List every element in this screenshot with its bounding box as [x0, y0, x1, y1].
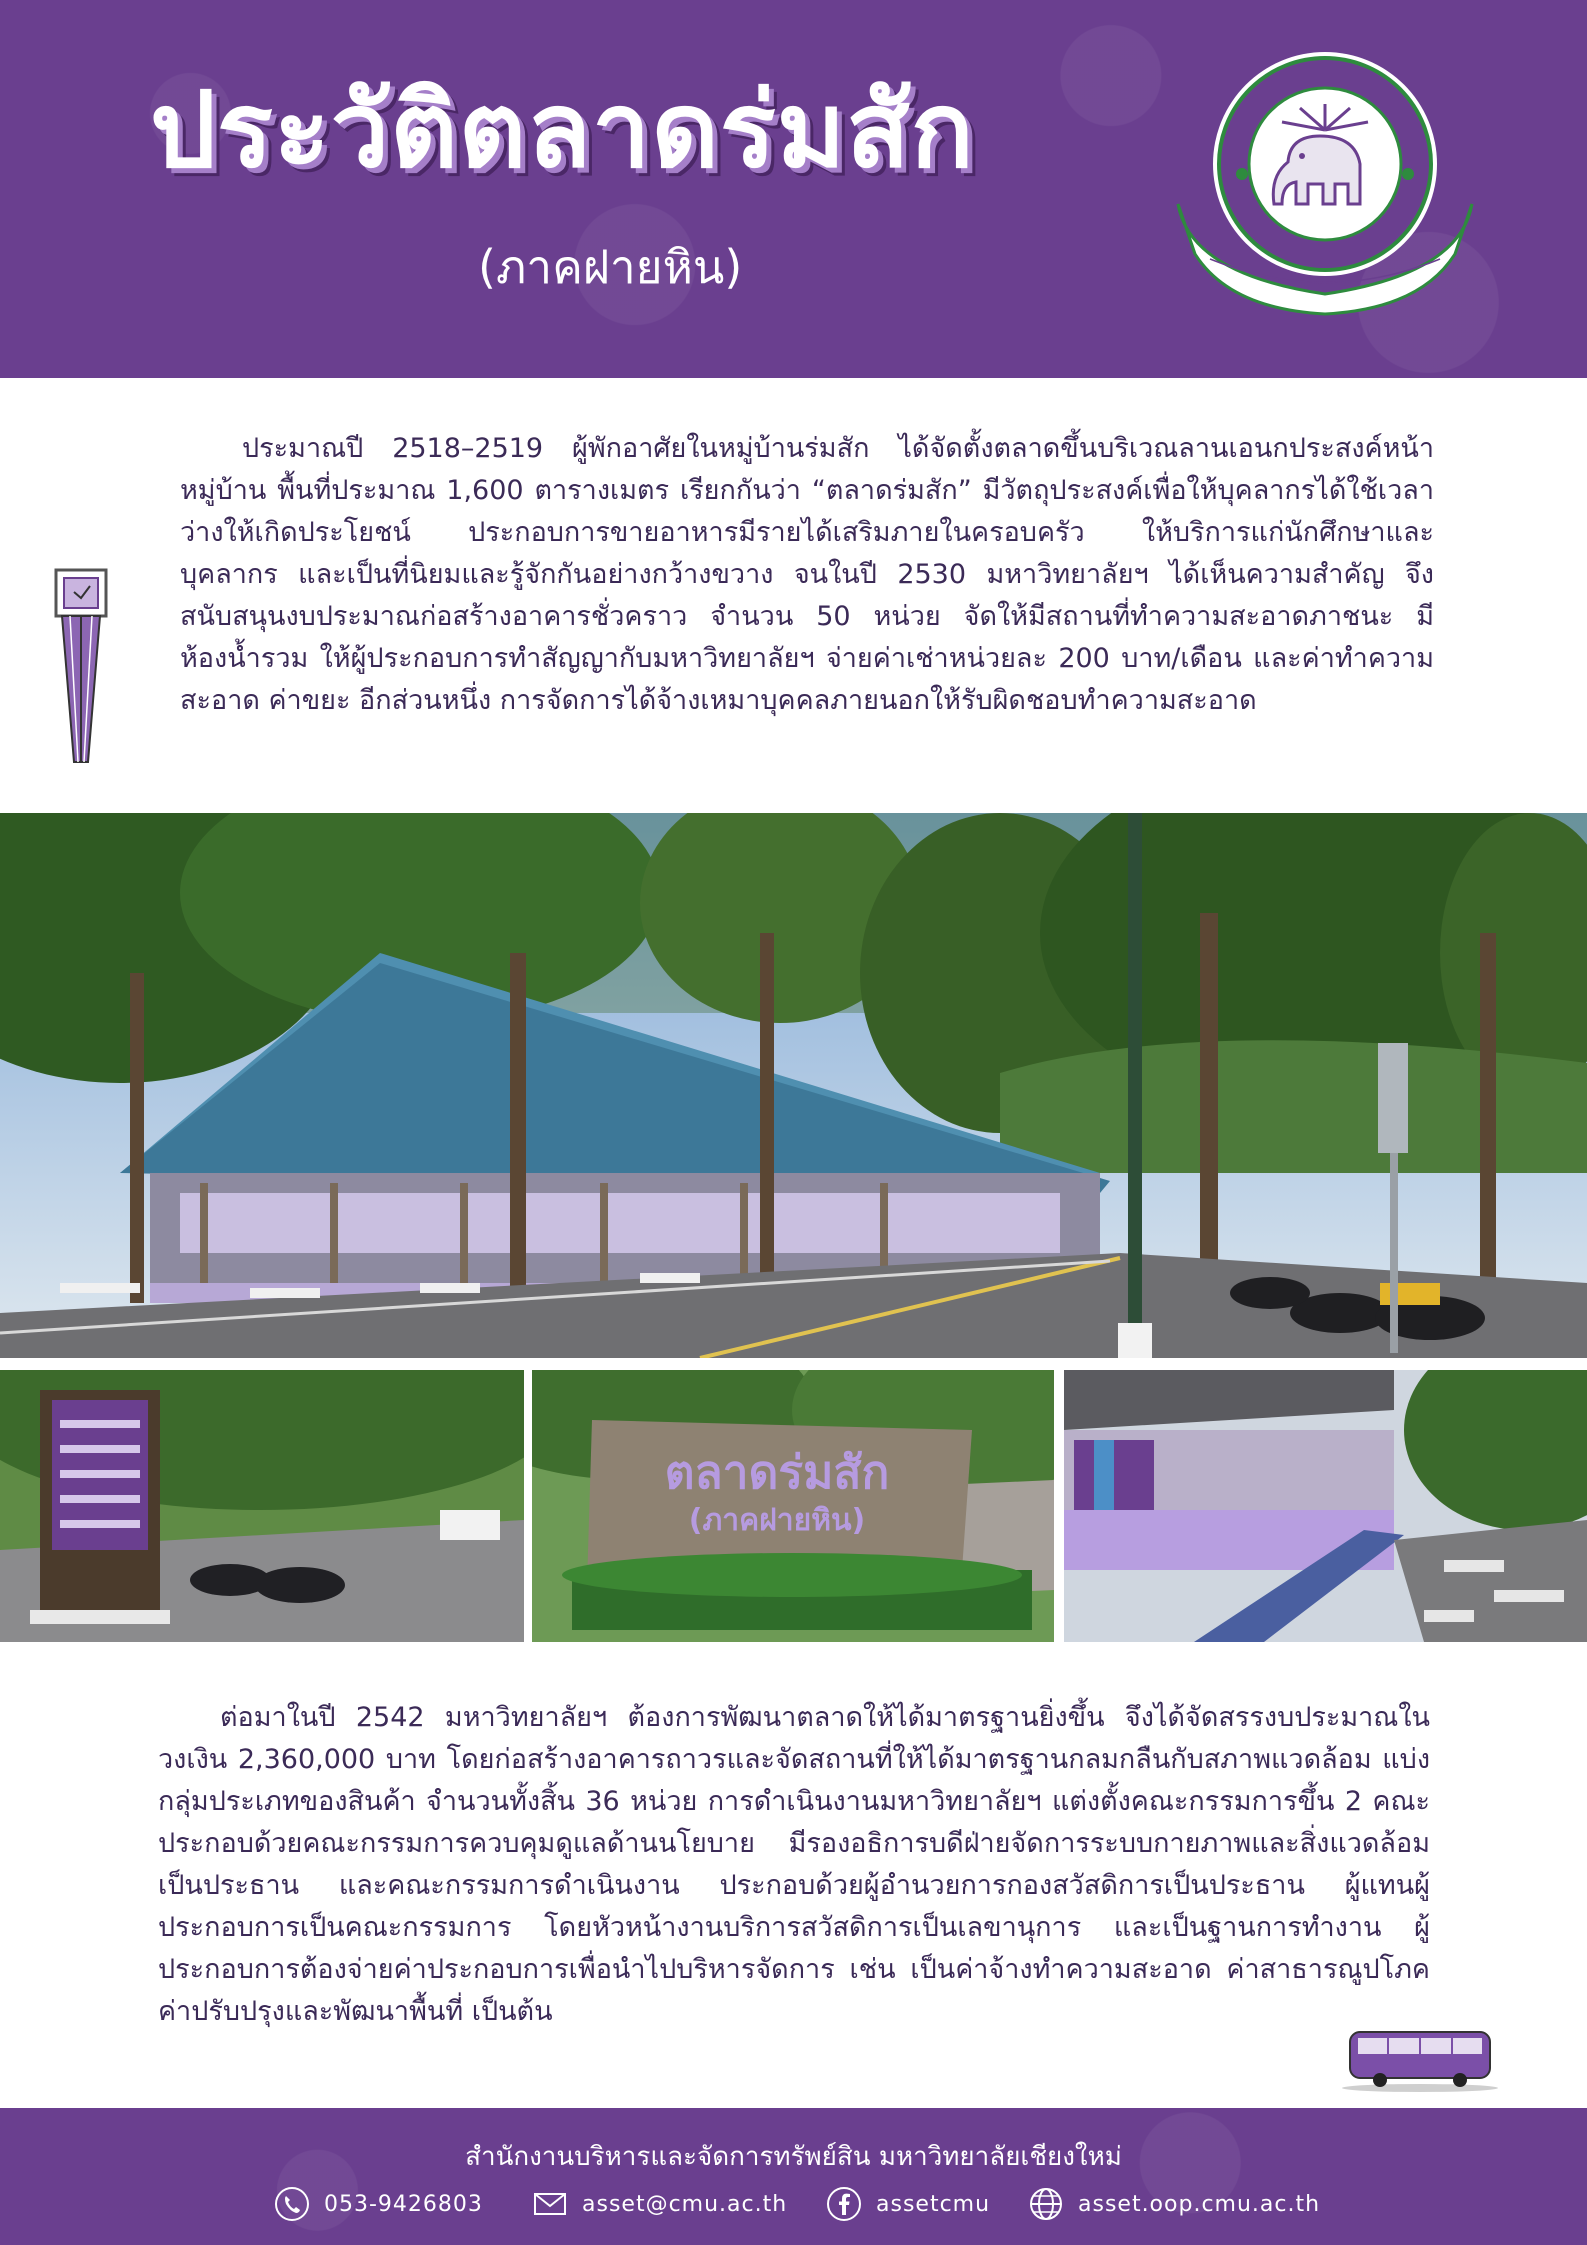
email-address: asset@cmu.ac.th: [582, 2191, 788, 2217]
contact-website[interactable]: [1028, 2186, 1320, 2222]
website-url: asset.oop.cmu.ac.th: [1078, 2191, 1321, 2217]
bus-illustration: [1340, 2024, 1500, 2094]
phone-number: 053-9426803: [324, 2191, 483, 2217]
university-logo: [1170, 44, 1480, 324]
page-footer: [0, 2108, 1587, 2245]
market-sign-photo: [532, 1370, 1054, 1642]
globe-icon: [1028, 2186, 1064, 2222]
page-header: [0, 0, 1587, 378]
page-subtitle: (ภาคฝายหิน): [478, 240, 743, 294]
facebook-handle: assetcmu: [876, 2191, 991, 2217]
contact-email[interactable]: [532, 2186, 787, 2222]
market-sign-line2: (ภาคฝายหิน): [688, 1503, 866, 1538]
facebook-icon: [826, 2186, 862, 2222]
intro-paragraph: ประมาณปี 2518–2519 ผู้พักอาศัยในหมู่บ้านร่มสัก ได้จัดตั้งตลาดขึ้นบริเวณลานเอนกประสงค์หน้าหมู่บ้าน พื้นที่ประมาณ 1,600 ตารางเมตร เรียกกันว่า “ตลาดร่มสัก” มีวัตถุประสงค์เพื่อให้บุคลากรได้ใช้เวลาว่างให้เกิดประโยชน์ ประกอบการขายอาหารมีรายได้เสริมภายในครอบครัว ให้บริการแก่นักศึกษาและบุคลากร และเป็นที่นิยมและรู้จักกันอย่างกว้างขวาง จนในปี 2530 มหาวิทยาลัยฯ ได้เห็นความสำคัญ จึงสนับสนุนงบประมาณก่อสร้างอาคารชั่วคราว จำนวน 50 หน่วย จัดให้มีสถานที่ทำความสะอาดภาชนะ มีห้องน้ำรวม ให้ผู้ประกอบการทำสัญญากับมหาวิทยาลัยฯ จ่ายค่าเช่าหน่วยละ 200 บาท/เดือน และค่าทำความสะอาด ค่าขยะ อีกส่วนหนึ่ง การจัดการได้จ้างเหมาบุคคลภายนอกให้รับผิดชอบทำความสะอาด: [180, 433, 1434, 716]
direction-sign-photo: [0, 1370, 524, 1642]
contact-facebook[interactable]: [826, 2186, 990, 2222]
market-sign-line1: ตลาดร่มสัก: [664, 1445, 890, 1499]
contact-phone[interactable]: [274, 2186, 483, 2222]
history-paragraph: ต่อมาในปี 2542 มหาวิทยาลัยฯ ต้องการพัฒนาตลาดให้ได้มาตรฐานยิ่งขึ้น จึงได้จัดสรรงบประมาณในวงเงิน 2,360,000 บาท โดยก่อสร้างอาคารถาวรและจัดสถานที่ให้ได้มาตรฐานกลมกลืนกับสภาพแวดล้อม แบ่งกลุ่มประเภทของสินค้า จำนวนทั้งสิ้น 36 หน่วย การดำเนินงานมหาวิทยาลัยฯ แต่งตั้งคณะกรรมการขึ้น 2 คณะ ประกอบด้วยคณะกรรมการควบคุมดูแลด้านนโยบาย มีรองอธิการบดีฝ่ายจัดการระบบกายภาพและสิ่งแวดล้อมเป็นประธาน และคณะกรรมการดำเนินงาน ประกอบด้วยผู้อำนวยการกองสวัสดิการเป็นประธาน ผู้แทนผู้ประกอบการเป็นคณะกรรมการ โดยหัวหน้างานบริการสวัสดิการเป็นเลขานุการ และเป็นฐานการทำงาน ผู้ประกอบการต้องจ่ายค่าประกอบการเพื่อนำไปบริหารจัดการ เช่น เป็นค่าจ้างทำความสะอาด ค่าสาธารณูปโภค ค่าปรับปรุงและพัฒนาพื้นที่ เป็นต้น: [158, 1702, 1430, 2027]
phone-icon: [274, 2186, 310, 2222]
footer-office: สำนักงานบริหารและจัดการทรัพย์สิน มหาวิทยาลัยเชียงใหม่: [465, 2142, 1122, 2172]
clock-tower-illustration: [48, 566, 114, 766]
page-title: ประวัติตลาดร่มสัก: [150, 69, 975, 191]
market-stalls-photo: [1064, 1370, 1587, 1642]
mail-icon: [532, 2186, 568, 2222]
market-street-photo: [0, 813, 1587, 1358]
